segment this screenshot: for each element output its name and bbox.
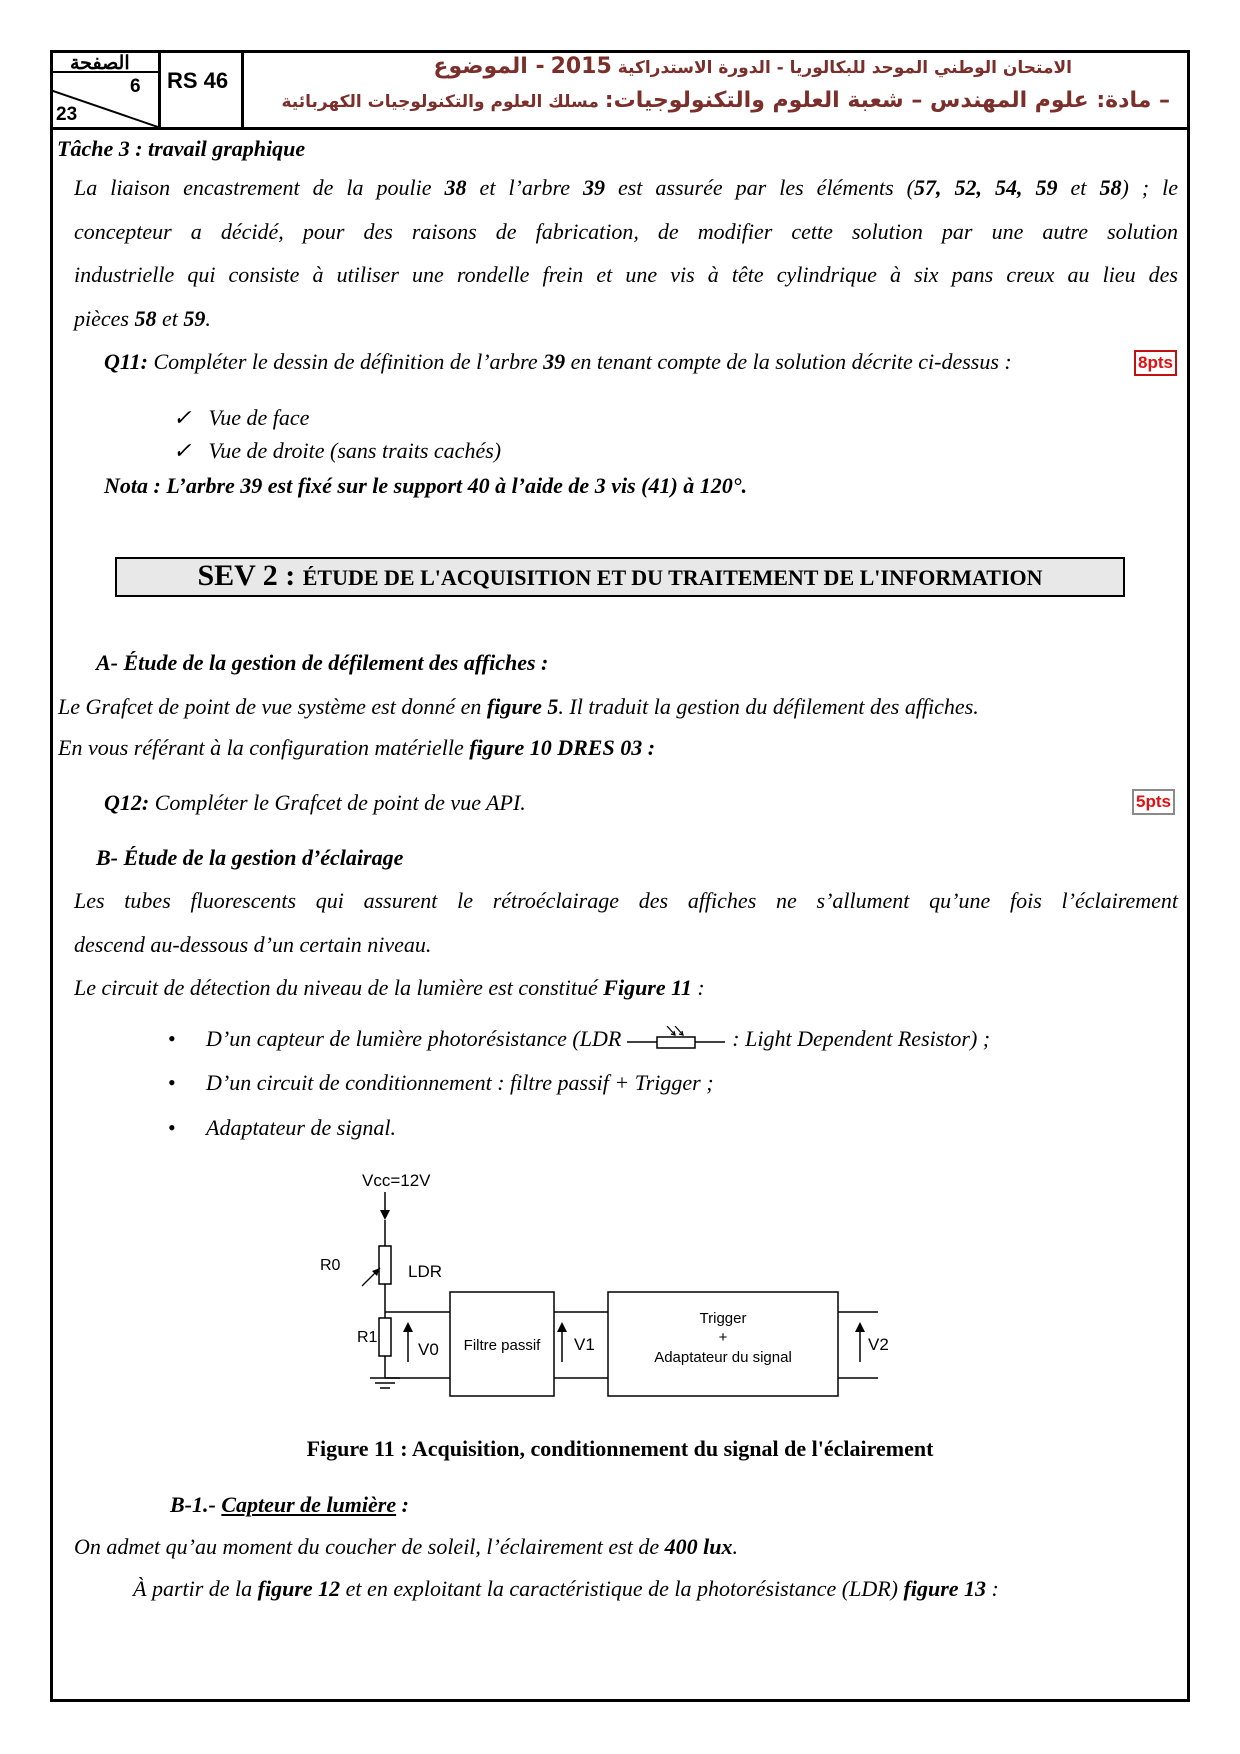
partB-title: B- Étude de la gestion d’éclairage: [96, 845, 404, 870]
r1-resistor: [379, 1318, 391, 1356]
partB-line3: Le circuit de détection du niveau de la lumière est constitué Figure 11 :: [74, 975, 705, 1000]
figure11-circuit: [320, 1170, 940, 1410]
bullet-conditioning: D’un circuit de conditionnement : filtre passif + Trigger ;: [206, 1070, 714, 1095]
ldr-symbol-icon: [627, 1026, 727, 1050]
tache3-paragraph-line3: industrielle qui consiste à utiliser une rondelle frein et une vis à tête cylindrique à six pans creux au lieu des: [74, 262, 1178, 287]
exam-session: الامتحان الوطني الموحد للبكالوريا - الدورة الاستدراكية: [617, 58, 1072, 78]
section-number: SEV 2 :: [197, 559, 303, 592]
r1-label: R1: [357, 1329, 378, 1346]
adapter-label: Adaptateur du signal: [654, 1349, 792, 1366]
partB1-line1: On admet qu’au moment du coucher de soleil, l’éclairement est de 400 lux.: [74, 1534, 738, 1559]
partB-line2: descend au-dessous d’un certain niveau.: [74, 932, 432, 957]
exam-code: RS 46: [167, 68, 229, 93]
exam-code-box: [161, 50, 244, 127]
nota: Nota : L’arbre 39 est fixé sur le support 40 à l’aide de 3 vis (41) à 120°.: [104, 473, 748, 498]
r0-label: R0: [320, 1257, 341, 1274]
question-q12: Q12: Compléter le Grafcet de point de vue API.: [104, 790, 526, 815]
exam-matter: – مادة: علوم المهندس – شعبة العلوم والتكنولوجيات:: [604, 88, 1170, 113]
page-label: الصفحة: [70, 53, 130, 74]
page-total: 23: [56, 104, 78, 125]
page-number-box: [50, 50, 161, 127]
partA-line2: En vous référant à la configuration matérielle figure 10 DRES 03 :: [58, 735, 656, 760]
partB1-title: B-1.- Capteur de lumière :: [170, 1492, 409, 1517]
section-title: ÉTUDE DE L'ACQUISITION ET DU TRAITEMENT DE L'INFORMATION: [302, 565, 1043, 590]
checklist-item-face: ✓ Vue de face: [173, 405, 310, 430]
tache3-paragraph-line4: pièces 58 et 59.: [74, 306, 211, 331]
exam-subject-label: - الموضوع: [433, 54, 545, 79]
ldr-resistor: [379, 1246, 391, 1284]
checklist-item-right: ✓ Vue de droite (sans traits cachés): [173, 438, 502, 463]
exam-stream: مسلك العلوم والتكنولوجيات الكهربائية: [281, 92, 599, 112]
section-banner: [115, 557, 1125, 597]
v2-label: V2: [868, 1335, 889, 1354]
figure11-caption: Figure 11 : Acquisition, conditionnement du signal de l'éclairement: [306, 1436, 934, 1461]
question-q11: Q11: Compléter le dessin de définition de l’arbre 39 en tenant compte de la solution décrite ci-dessus :: [104, 349, 1012, 374]
v1-label: V1: [574, 1335, 595, 1354]
exam-header: [50, 50, 1190, 130]
partA-title: A- Étude de la gestion de défilement des affiches :: [96, 650, 549, 675]
tache3-title: Tâche 3 : travail graphique: [57, 136, 306, 161]
check-icon: ✓: [173, 405, 192, 430]
trigger-plus: +: [718, 1329, 728, 1346]
trigger-label: Trigger: [699, 1310, 747, 1327]
exam-title-line2: [281, 88, 1170, 113]
filter-label: Filtre passif: [463, 1337, 541, 1354]
q11-points-badge: 8pts: [1134, 350, 1177, 376]
exam-year: 2015: [550, 54, 612, 79]
vcc-label: Vcc=12V: [362, 1171, 431, 1190]
partB-line1: Les tubes fluorescents qui assurent le rétroéclairage des affiches ne s’allument qu’une fois l’éclairement: [74, 888, 1178, 913]
tache3-paragraph-line1: La liaison encastrement de la poulie 38 et l’arbre 39 est assurée par les éléments (57, 52, 54, 59 et 58) ; le: [74, 175, 1178, 200]
ldr-label: LDR: [408, 1262, 443, 1281]
exam-title-line1: [433, 54, 1072, 79]
check-icon: ✓: [173, 438, 192, 463]
page-number: 6: [130, 76, 141, 97]
bullet-icon: •: [168, 1070, 176, 1095]
bullet-adapter: Adaptateur de signal.: [206, 1115, 397, 1140]
v0-label: V0: [418, 1340, 439, 1359]
bullet-ldr: D’un capteur de lumière photorésistance (LDR : Light Dependent Resistor) ;: [206, 1026, 991, 1051]
tache3-paragraph-line2: concepteur a décidé, pour des raisons de fabrication, de modifier cette solution par une autre solution: [74, 219, 1178, 244]
bullet-icon: •: [168, 1026, 176, 1051]
partB1-line2: À partir de la figure 12 et en exploitant la caractéristique de la photorésistance (LDR) figure 13 :: [133, 1576, 999, 1601]
partA-line1: Le Grafcet de point de vue système est donné en figure 5. Il traduit la gestion du défilement des affiches.: [58, 694, 979, 719]
bullet-icon: •: [168, 1115, 176, 1140]
q12-points-badge: 5pts: [1132, 789, 1175, 815]
vcc-arrow-head: [380, 1210, 390, 1220]
exam-title: [244, 50, 1190, 127]
